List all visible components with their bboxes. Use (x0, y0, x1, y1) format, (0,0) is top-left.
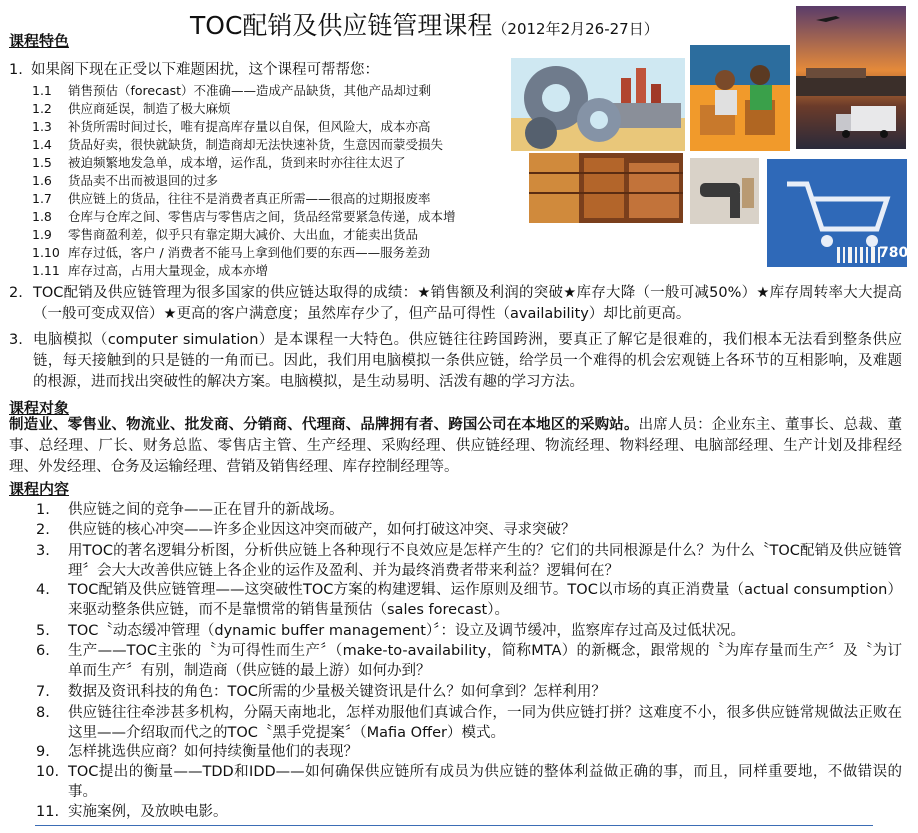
transport-icon (796, 6, 906, 149)
list-item: 1.2 供应商延误，制造了极大麻烦 (32, 101, 231, 116)
features-intro-number: 1. (9, 62, 23, 78)
list-item: 1.11 库存过高，占用大量现金，成本亦增 (32, 263, 269, 278)
list-item: 1.6 货品卖不出而被退回的过多 (32, 173, 219, 188)
simulation-paragraph: 3. 电脑模拟（computer simulation）是本课程一大特色。供应链往往跨国跨洲，要真正了解它是很难的，我们根本无法看到整条供应链，每天接触到的只是链的一角而已。因此，我们用电脑模拟一条供应链，给学员一个难得的机会宏观链上各环节的互相影响，及难题的根源，进而找出突破性的解决方案。电脑模拟，是生动易明、活泼有趣的学习方法。 (9, 332, 902, 390)
list-item: 8. 供应链往往牵涉甚多机构，分隔天南地北，怎样劝服他们真诚合作，一同为供应链打拼？这难度不小，很多供应链常规做法正败在这里——介绍取而代之的TOC〝黑手党提案〞（Mafia Offer）模式。 (36, 705, 902, 741)
gears-factory-image (511, 58, 685, 151)
list-item: 3. 用TOC的著名逻辑分析图，分析供应链上各种现行不良效应是怎样产生的？它们的共同根源是什么？为什么〝TOC配销及供应链管理〞会大大改善供应链上各企业的运作及盈利、并为最终消费者带来利益？逻辑何在？ (36, 543, 902, 579)
features-intro (9, 58, 379, 79)
list-item: 1.9 零售商盈利差，似乎只有靠定期大减价、大出血，才能卖出货品 (32, 227, 419, 242)
ship-icon (796, 76, 906, 96)
list-item: 1.3 补货所需时间过长，唯有提高库存量以自保，但风险大，成本亦高 (32, 119, 431, 134)
audience-heading: 课程对象 (9, 399, 70, 417)
list-item: 2. 供应链的核心冲突——许多企业因这冲突而破产，如何打破这冲突、寻求突破？ (36, 522, 576, 538)
list-item: 1.10 库存过低，客户 / 消费者不能马上拿到他们要的东西——服务差劲 (32, 245, 431, 260)
warehouse-icon (529, 153, 683, 223)
airplane-ship-truck-image (796, 6, 906, 149)
title-date: （2012年2月26-27日） (492, 20, 659, 38)
audience-paragraph (9, 415, 902, 478)
truck-icon (851, 106, 896, 131)
bottom-divider (35, 825, 873, 826)
list-item: 1.8 仓库与仓库之间、零售店与零售店之间，货品经常要紧急传递，成本增 (32, 209, 456, 224)
features-intro-text: 如果阁下现在正受以下难题困扰，这个课程可帮帮您： (31, 62, 379, 78)
list-item: 6. 生产——TOC主张的〝为可得性而生产〞（make-to-availability，简称MTA）的新概念，跟常规的〝为库存量而生产〞及〝为订单而生产〞有别，制造商（供应链的最上游）如何办到？ (36, 643, 902, 679)
list-item: 1. 供应链之间的竞争——正在冒升的新战场。 (36, 502, 344, 518)
barcode-scanner-image (690, 158, 759, 224)
content-heading: 课程内容 (9, 480, 70, 498)
features-heading: 课程特色 (9, 32, 70, 50)
list-item: 7. 数据及资讯科技的角色：TOC所需的少量极关键资讯是什么？如何拿到？怎样利用？ (36, 684, 606, 700)
audience-attendees: 出席人员：企业东主、董事长、总裁、董事、总经理、厂长、财务总监、零售店主管、生产经理、采购经理、供应链经理、物流经理、物料经理、电脑部经理、生产计划及排程经理、外发经理、仓务及运输经理、营销及销售经理、库存控制经理等。 (9, 417, 903, 475)
barcode-digits: 7802 (879, 245, 918, 261)
list-item: 1.1 销售预估（forecast）不准确——造成产品缺货，其他产品却过剩 (32, 83, 432, 98)
list-item: 1.7 供应链上的货品，往往不是消费者真正所需——很高的过期报废率 (32, 191, 431, 206)
list-item: 1.5 被迫频繁地发急单，成本增，运作乱，货到来时亦往往太迟了 (32, 155, 406, 170)
shopping-cart-image (767, 159, 918, 267)
list-item: 10. TOC提出的衡量——TDD和IDD——如何确保供应链所有成员为供应链的整体利益做正确的事，而且，同样重要地，不做错误的事。 (36, 764, 902, 800)
results-paragraph: 2. TOC配销及供应链管理为很多国家的供应链达取得的成绩：★销售额及利润的突破★库存大降（一般可减50%）★库存周转率大大提高（一般可变成双倍）★更高的客户满意度；虽然库存少了，但产品可得性（availability）却比前更高。 (9, 285, 902, 322)
gears-icon (511, 58, 685, 151)
list-item: 5. TOC〝动态缓冲管理（dynamic buffer management）〞：设立及调节缓冲，监察库存过高及过低状况。 (36, 623, 745, 639)
list-item: 9. 怎样挑选供应商？如何持续衡量他们的表现？ (36, 744, 358, 760)
workers-icon (690, 45, 790, 151)
list-item: 1.4 货品好卖，很快就缺货，制造商却无法快速补货，生意因而蒙受损失 (32, 137, 444, 152)
page-title (190, 6, 659, 42)
barcode-scanner-icon (690, 158, 759, 224)
audience-industries: 制造业、零售业、物流业、批发商、分销商、代理商、品牌拥有者、跨国公司在本地区的采购站。 (9, 417, 639, 433)
workers-boxes-image (690, 45, 790, 151)
title-main: TOC配销及供应链管理课程 (190, 11, 493, 40)
warehouse-shelves-image (529, 153, 683, 223)
list-item: 4. TOC配销及供应链管理——这突破性TOC方案的构建逻辑、运作原则及细节。TOC以市场的真正消费量（actual consumption）来驱动整条供应链，而不是靠惯常的销售量预估（sales forecast）。 (36, 582, 902, 618)
list-item: 11. 实施案例，及放映电影。 (36, 804, 228, 820)
